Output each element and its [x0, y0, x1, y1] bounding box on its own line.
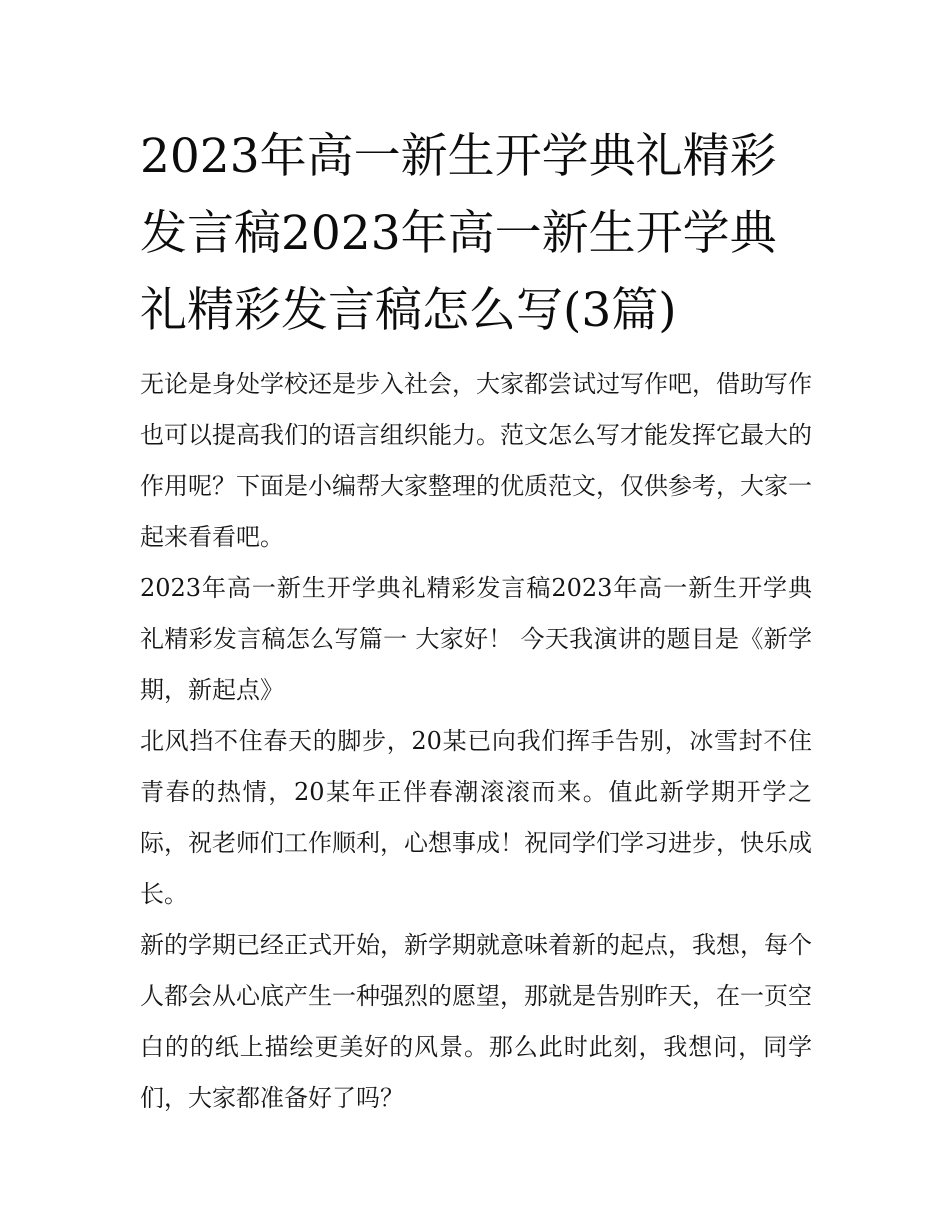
document-body	[140, 118, 812, 1124]
paragraph-new-semester: 新的学期已经正式开始，新学期就意味着新的起点，我想，每个人都会从心底产生一种强烈的愿望，那就是告别昨天，在一页空白的的纸上描绘更美好的风景。那么此时此刻，我想问，同学们，大家都准备好了吗？	[140, 931, 812, 1112]
paragraph-greeting: 北风挡不住春天的脚步，20某已向我们挥手告别，冰雪封不住青春的热情，20某年正伴春潮滚滚而来。值此新学期开学之际，祝老师们工作顺利，心想事成！祝同学们学习进步，快乐成长。	[140, 727, 812, 908]
document-title: 2023年高一新生开学典礼精彩发言稿2023年高一新生开学典礼精彩发言稿怎么写(3篇)	[140, 129, 777, 338]
paragraph-heading-line: 2023年高一新生开学典礼精彩发言稿2023年高一新生开学典礼精彩发言稿怎么写篇一 大家好！ 今天我演讲的题目是《新学期，新起点》	[140, 574, 812, 704]
paragraph-intro: 无论是身处学校还是步入社会，大家都尝试过写作吧，借助写作也可以提高我们的语言组织能力。范文怎么写才能发挥它最大的作用呢？下面是小编帮大家整理的优质范文，仅供参考，大家一起来看看吧。	[140, 370, 812, 551]
